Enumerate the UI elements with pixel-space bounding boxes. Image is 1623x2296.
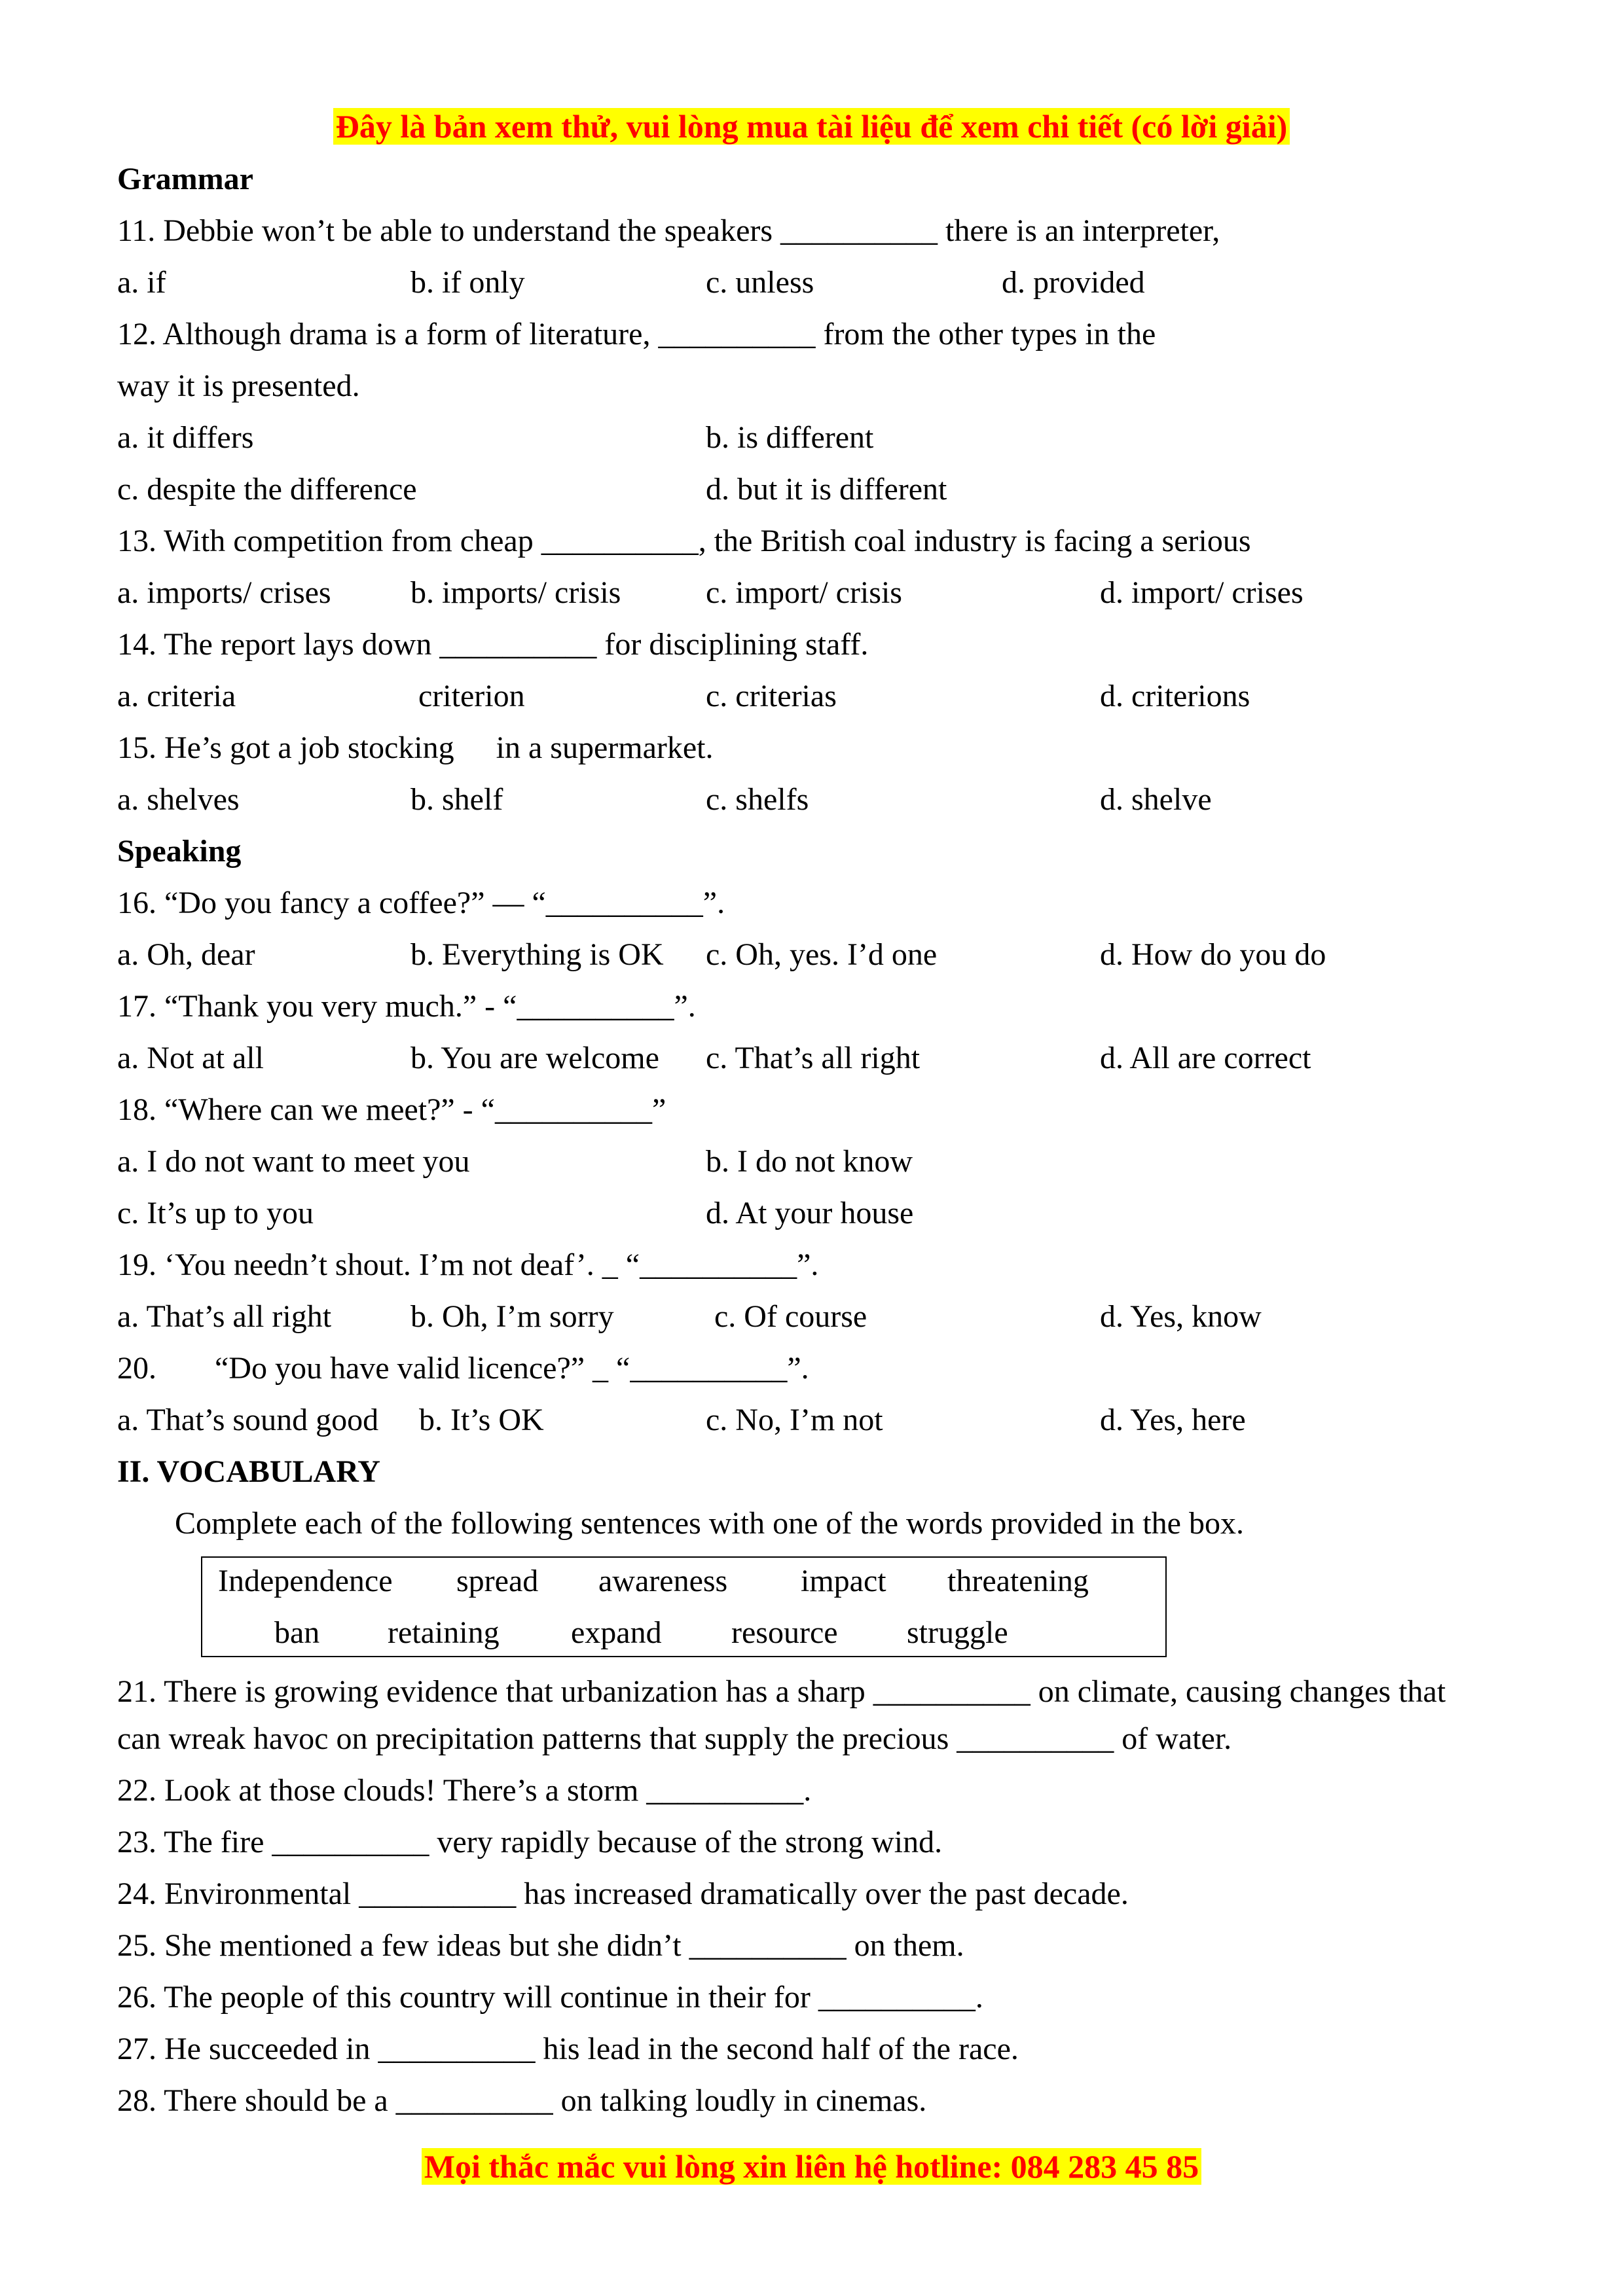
- q16-option-a: a. Oh, dear: [117, 937, 255, 972]
- q13-option-d: d. import/ crises: [1100, 575, 1304, 610]
- q18-option-d: d. At your house: [706, 1196, 914, 1230]
- section-grammar-heading: Grammar: [117, 162, 253, 196]
- question-13: 13. With competition from cheap __________, the British coal industry is facing a serious: [117, 524, 1251, 558]
- hotline-notice: [0, 2150, 1623, 2183]
- q13-option-b: b. imports/ crisis: [410, 575, 621, 610]
- q11-option-c: c. unless: [706, 265, 814, 300]
- question-17: 17. “Thank you very much.” - “__________”.: [117, 989, 696, 1024]
- word-box-item: spread: [456, 1564, 539, 1598]
- question-15: [117, 732, 714, 764]
- q15-option-b: b. shelf: [410, 782, 503, 817]
- q19-option-b: b. Oh, I’m sorry: [410, 1299, 614, 1334]
- q14-option-d: d. criterions: [1100, 679, 1250, 713]
- word-box-item: expand: [571, 1615, 662, 1650]
- q15-option-a: a. shelves: [117, 782, 240, 817]
- question-28: 28. There should be a __________ on talking loudly in cinemas.: [117, 2083, 927, 2118]
- question-25: 25. She mentioned a few ideas but she didn’t __________ on them.: [117, 1928, 964, 1963]
- word-box-item: Independence: [218, 1564, 393, 1598]
- question-20-number: 20.: [117, 1351, 156, 1386]
- word-box-item: awareness: [598, 1564, 728, 1598]
- question-14: 14. The report lays down __________ for disciplining staff.: [117, 627, 869, 662]
- q12-option-a: a. it differs: [117, 420, 254, 455]
- word-box-item: resource: [731, 1615, 838, 1650]
- question-11: 11. Debbie won’t be able to understand the speakers __________ there is an interpreter,: [117, 213, 1220, 248]
- q20-option-b: b. It’s OK: [419, 1403, 544, 1437]
- q19-option-a: a. That’s all right: [117, 1299, 332, 1334]
- question-15-end: in a supermarket.: [496, 730, 714, 765]
- q19-option-d: d. Yes, know: [1100, 1299, 1262, 1334]
- q19-option-c: c. Of course: [714, 1299, 867, 1334]
- section-speaking-heading: Speaking: [117, 834, 242, 869]
- hotline-notice-text: Mọi thắc mắc vui lòng xin liên hệ hotline: 084 283 45 85: [422, 2148, 1201, 2185]
- question-26: 26. The people of this country will continue in their for __________.: [117, 1980, 983, 2015]
- question-27: 27. He succeeded in __________ his lead in the second half of the race.: [117, 2032, 1019, 2066]
- q12-option-b: b. is different: [706, 420, 874, 455]
- word-box-item: impact: [801, 1564, 886, 1598]
- question-12-continued: way it is presented.: [117, 368, 360, 403]
- q14-option-a: a. criteria: [117, 679, 236, 713]
- q17-option-a: a. Not at all: [117, 1041, 264, 1075]
- q13-option-c: c. import/ crisis: [706, 575, 902, 610]
- word-box-item: ban: [274, 1615, 320, 1650]
- question-19: 19. ‘You needn’t shout. I’m not deaf’. _ “__________”.: [117, 1247, 819, 1282]
- q14-option-c: c. criterias: [706, 679, 837, 713]
- section-vocabulary-heading: II. VOCABULARY: [117, 1454, 380, 1489]
- q11-option-d: d. provided: [1002, 265, 1145, 300]
- q11-option-a: a. if: [117, 265, 166, 300]
- question-22: 22. Look at those clouds! There’s a storm __________.: [117, 1773, 812, 1808]
- question-21: 21. There is growing evidence that urbanization has a sharp __________ on climate, causing changes that: [117, 1674, 1446, 1709]
- question-18: 18. “Where can we meet?” - “__________”: [117, 1092, 666, 1127]
- question-15-start: 15. He’s got a job stocking: [117, 730, 454, 765]
- q17-option-d: d. All are correct: [1100, 1041, 1311, 1075]
- word-box-item: struggle: [907, 1615, 1008, 1650]
- question-24: 24. Environmental __________ has increased dramatically over the past decade.: [117, 1876, 1129, 1911]
- q12-option-d: d. but it is different: [706, 472, 947, 507]
- word-box-item: retaining: [388, 1615, 500, 1650]
- question-16: 16. “Do you fancy a coffee?” — “__________”.: [117, 886, 725, 920]
- q18-option-c: c. It’s up to you: [117, 1196, 314, 1230]
- question-23: 23. The fire __________ very rapidly because of the strong wind.: [117, 1825, 943, 1859]
- q11-option-b: b. if only: [410, 265, 525, 300]
- question-12: 12. Although drama is a form of literature, __________ from the other types in the: [117, 317, 1156, 351]
- q15-option-d: d. shelve: [1100, 782, 1212, 817]
- preview-notice-text: Đây là bản xem thử, vui lòng mua tài liệu để xem chi tiết (có lời giải): [333, 108, 1290, 145]
- q12-option-c: c. despite the difference: [117, 472, 417, 507]
- question-21-continued: can wreak havoc on precipitation patterns that supply the precious __________ of water.: [117, 1721, 1232, 1756]
- q20-option-d: d. Yes, here: [1100, 1403, 1246, 1437]
- word-box-item: threatening: [947, 1564, 1089, 1598]
- q18-option-a: a. I do not want to meet you: [117, 1144, 470, 1179]
- question-20: “Do you have valid licence?” _ “__________”.: [215, 1351, 809, 1386]
- q14-option-b: criterion: [418, 679, 525, 713]
- q16-option-d: d. How do you do: [1100, 937, 1326, 972]
- q20-option-a: a. That’s sound good: [117, 1403, 379, 1437]
- preview-notice: [0, 110, 1623, 143]
- q16-option-b: b. Everything is OK: [410, 937, 664, 972]
- q17-option-b: b. You are welcome: [410, 1041, 659, 1075]
- q13-option-a: a. imports/ crises: [117, 575, 331, 610]
- q20-option-c: c. No, I’m not: [706, 1403, 883, 1437]
- q15-option-c: c. shelfs: [706, 782, 809, 817]
- vocabulary-instruction: Complete each of the following sentences with one of the words provided in the box.: [175, 1506, 1244, 1541]
- q17-option-c: c. That’s all right: [706, 1041, 921, 1075]
- q18-option-b: b. I do not know: [706, 1144, 913, 1179]
- word-box: [201, 1556, 1167, 1657]
- q16-option-c: c. Oh, yes. I’d one: [706, 937, 938, 972]
